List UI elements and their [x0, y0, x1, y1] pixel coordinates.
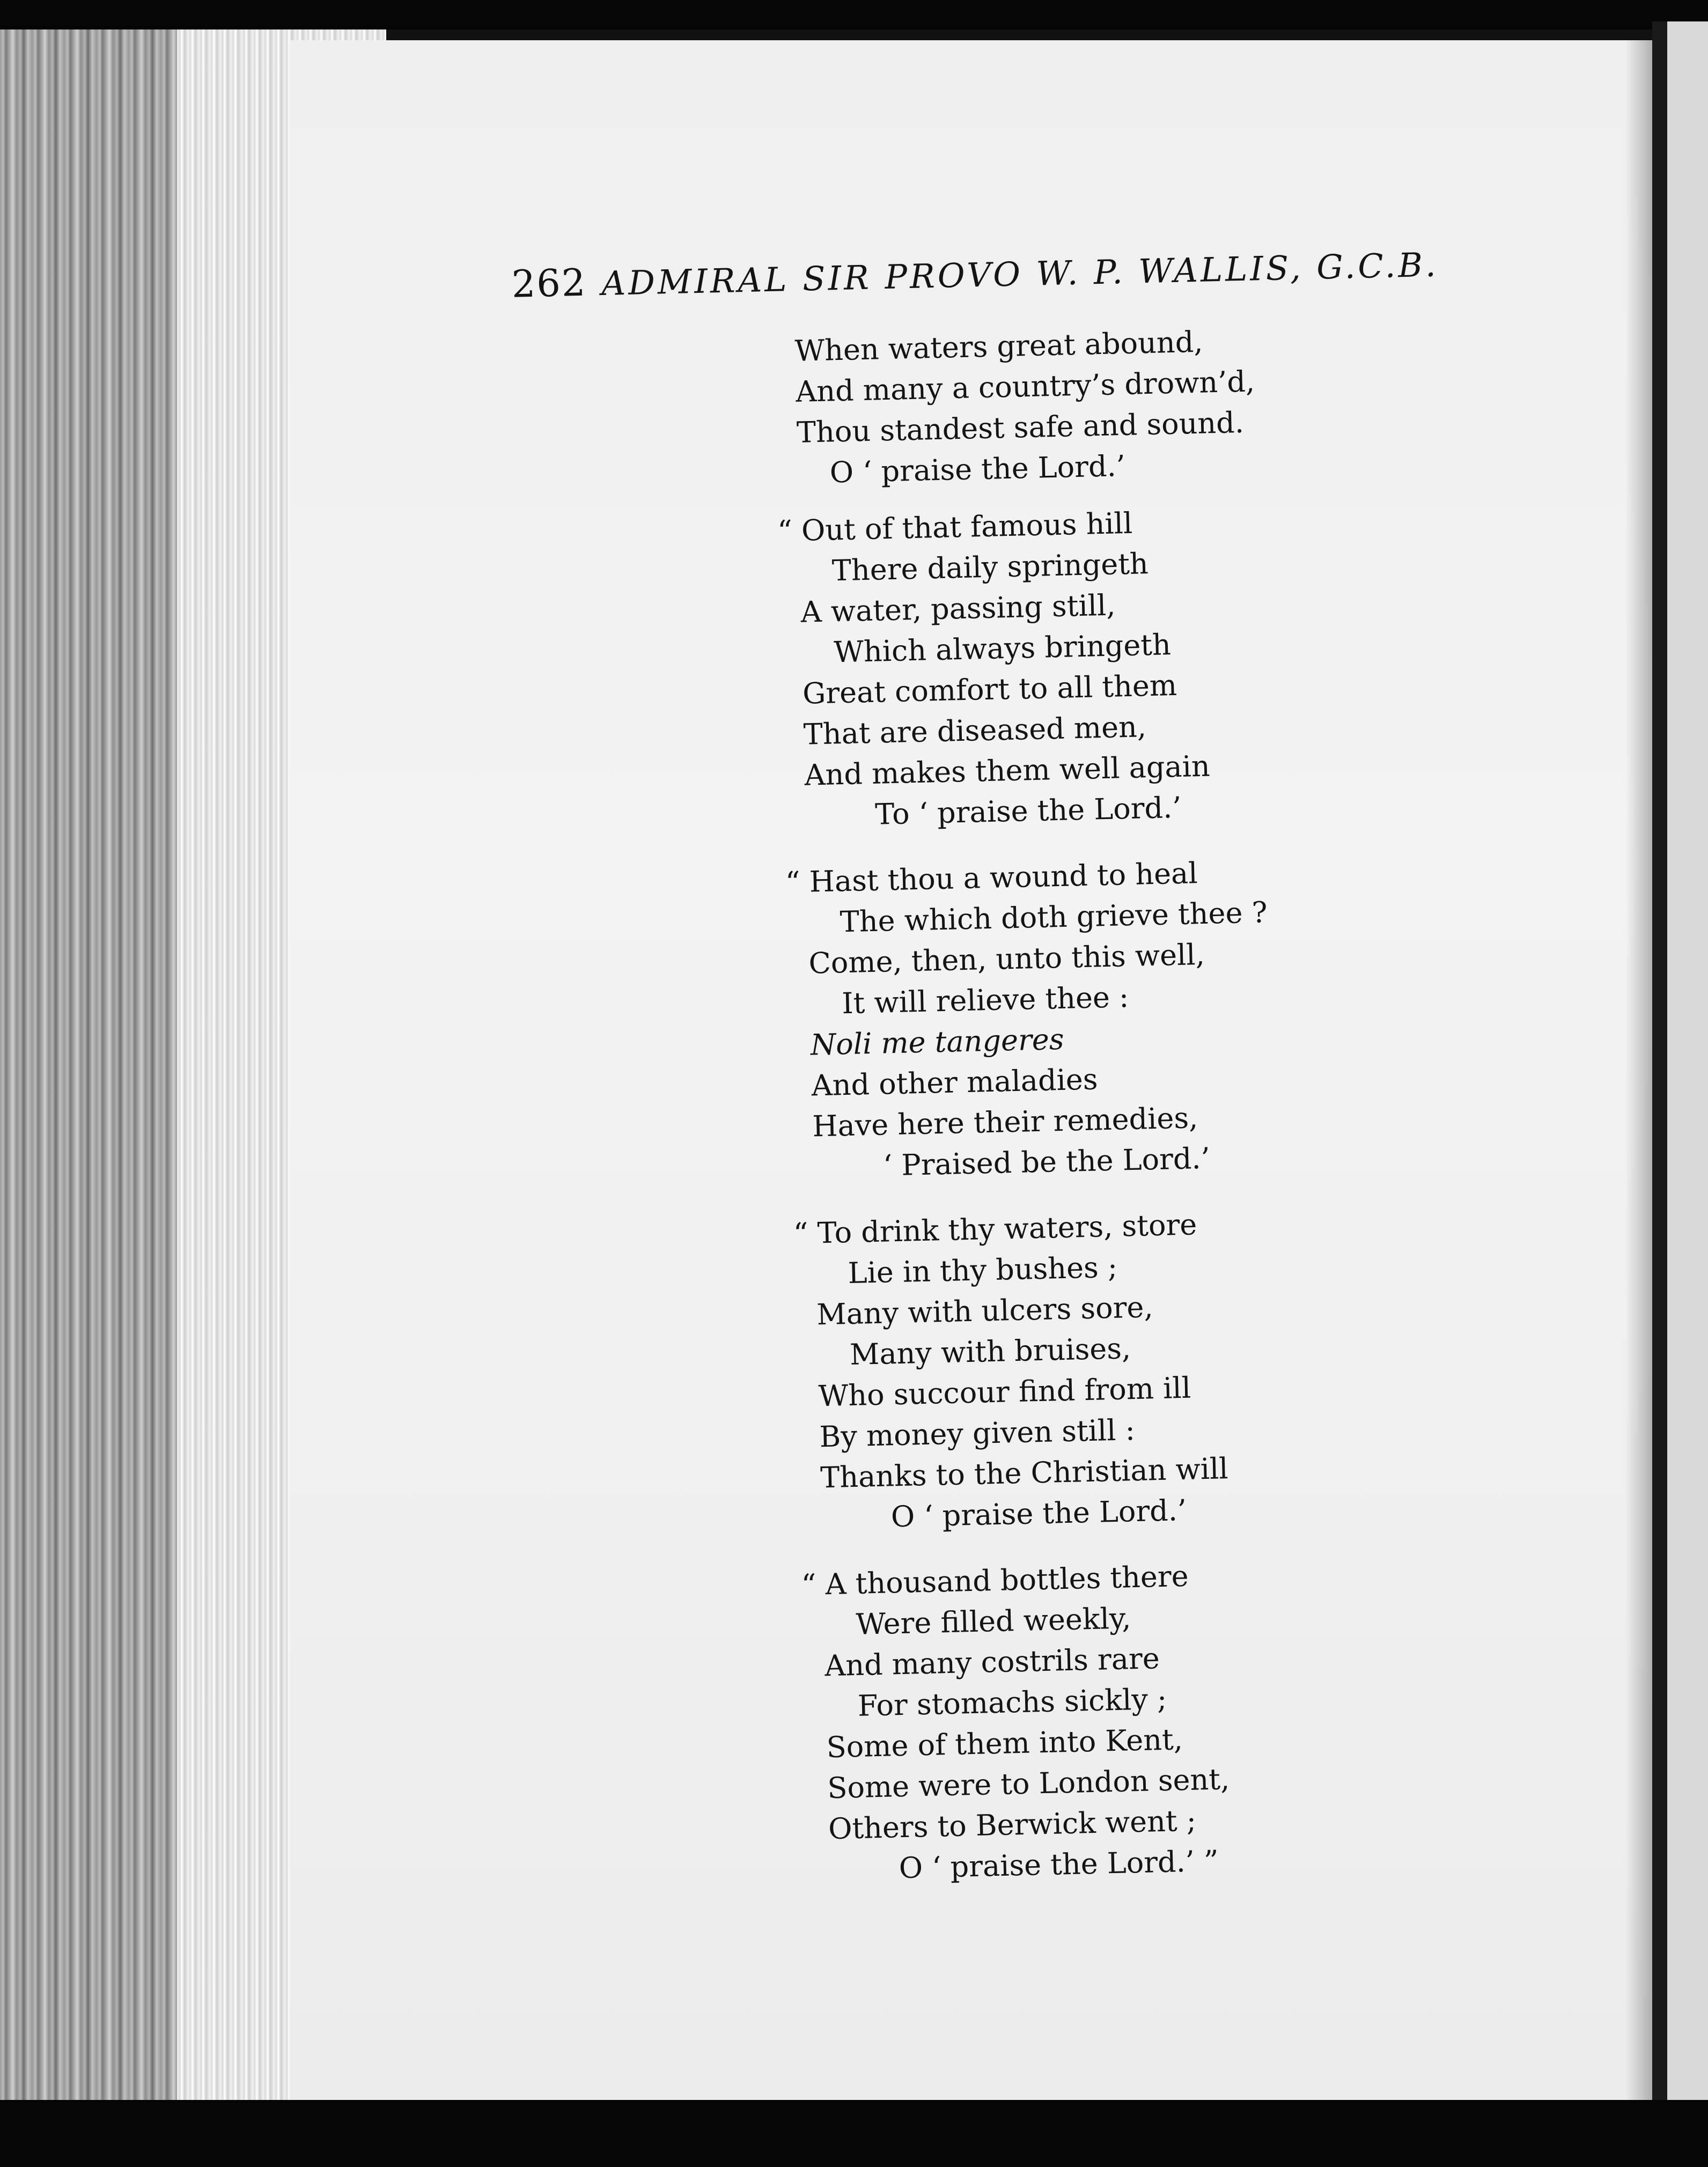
poem-line-latin: Noli me tangeres [810, 1022, 1065, 1062]
poem-line: Have here their remedies, [812, 1101, 1198, 1144]
poem-line: And many a country’s drown’d, [795, 364, 1255, 409]
poem-line: Some of them into Kent, [826, 1722, 1183, 1765]
poem-line: “ To drink thy waters, store [793, 1207, 1197, 1251]
poem-line: And other maladies [811, 1062, 1099, 1103]
poem-line: Come, then, unto this well, [808, 937, 1205, 981]
poem-line: “ Out of that famous hill [777, 506, 1133, 548]
poem-line: When waters great abound, [794, 325, 1204, 368]
stanza-5 [801, 1555, 1232, 1890]
poem-line: Who succour find from ill [818, 1370, 1191, 1413]
poem-line: By money given still : [819, 1413, 1136, 1454]
running-head-title: ADMIRAL SIR PROVO W. P. WALLIS, G.C.B. [601, 245, 1439, 304]
poem-line: O ‘ praise the Lord.’ [890, 1493, 1187, 1534]
poem-line: It will relieve thee : [841, 980, 1129, 1021]
poem-line: Which always bringeth [833, 628, 1172, 669]
poem-line: Others to Berwick went ; [828, 1803, 1197, 1846]
poem-line: Were filled weekly, [855, 1601, 1132, 1641]
poem-line: O ‘ praise the Lord.’ [829, 448, 1126, 490]
poem-line: The which doth grieve thee ? [840, 895, 1268, 939]
poem-line: And makes them well again [804, 749, 1211, 792]
poem-line: For stomachs sickly ; [857, 1682, 1167, 1723]
poem-line: “ Hast thou a wound to heal [785, 856, 1198, 900]
page-number: 262 [511, 260, 587, 306]
poem-line: Lie in thy bushes ; [847, 1250, 1118, 1291]
poem-line: Many with bruises, [849, 1331, 1131, 1372]
poem-line: There daily springeth [831, 547, 1149, 588]
poem-line: Great comfort to all them [802, 668, 1177, 711]
poem-line: That are diseased men, [803, 710, 1147, 751]
poem-line: Many with ulcers sore, [816, 1290, 1154, 1332]
stanza-3 [785, 851, 1273, 1188]
poem-line: O ‘ praise the Lord.’ ” [899, 1844, 1219, 1885]
stanza-4 [793, 1204, 1230, 1539]
running-head [511, 241, 1439, 306]
poem-line: Thou standest safe and sound. [796, 405, 1245, 449]
poem-line: “ A thousand bottles there [801, 1559, 1189, 1602]
stanza-1 [794, 320, 1257, 493]
poem-line: A water, passing still, [800, 588, 1116, 629]
poem-line: And many costrils rare [824, 1641, 1160, 1683]
poem-line: Thanks to the Christian will [820, 1451, 1229, 1495]
poem-line: Some were to London sent, [827, 1762, 1230, 1805]
poem-line: To ‘ praise the Lord.’ [874, 790, 1182, 831]
poem-line: ‘ Praised be the Lord.’ [882, 1141, 1211, 1183]
stanza-2 [777, 502, 1211, 837]
